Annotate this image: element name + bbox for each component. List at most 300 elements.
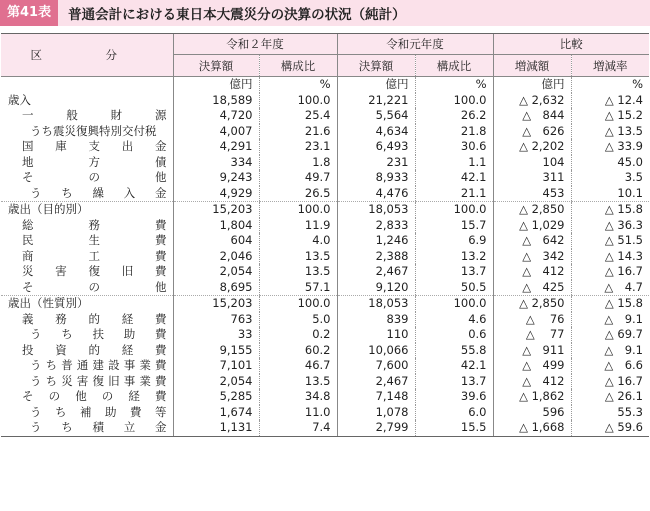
label-char: 金 xyxy=(155,420,167,434)
label-char: 支 xyxy=(88,139,100,153)
value-cell: △ 12.4 xyxy=(571,93,649,109)
row-label-text xyxy=(22,108,167,124)
value-cell: 4,291 xyxy=(173,139,259,155)
value-cell: 39.6 xyxy=(415,389,493,405)
label-char: 一 xyxy=(22,108,34,122)
label-char: 繰 xyxy=(92,185,104,200)
label-char: ち xyxy=(45,373,58,388)
value-cell: 5.0 xyxy=(259,312,337,328)
value-cell: △ 76 xyxy=(493,312,571,328)
value-cell: △ 642 xyxy=(493,233,571,249)
value-cell: △ 26.1 xyxy=(571,389,649,405)
row-label xyxy=(1,405,173,421)
label-char: 普 xyxy=(61,358,73,372)
table-row xyxy=(1,280,649,296)
value-cell: 34.8 xyxy=(259,389,337,405)
label-char: 旧 xyxy=(108,373,120,388)
value-cell: △ 1,029 xyxy=(493,218,571,234)
value-cell: △ 1,668 xyxy=(493,420,571,436)
row-label xyxy=(1,280,173,296)
label-char: う xyxy=(30,420,42,434)
value-cell: 1.1 xyxy=(415,155,493,171)
value-cell: 13.5 xyxy=(259,374,337,390)
label-char: う xyxy=(30,373,42,388)
value-cell: 23.1 xyxy=(259,139,337,155)
value-cell: 6,493 xyxy=(337,139,415,155)
value-cell: 1,078 xyxy=(337,405,415,421)
label-char: 補 xyxy=(80,404,92,419)
label-char: 事 xyxy=(123,373,136,388)
value-cell: △ 15.8 xyxy=(571,296,649,312)
row-label xyxy=(1,139,173,155)
value-cell: 49.7 xyxy=(259,170,337,186)
value-cell: 2,467 xyxy=(337,374,415,390)
row-label-text xyxy=(22,233,167,249)
unit-cell: % xyxy=(571,77,649,93)
label-char: 他 xyxy=(75,389,87,403)
row-label-text: 歳出（目的別） xyxy=(8,202,89,216)
value-cell: 4,720 xyxy=(173,108,259,124)
value-cell: △ 16.7 xyxy=(571,374,649,390)
label-char: 災 xyxy=(61,373,73,388)
label-char: 他 xyxy=(155,170,167,184)
value-cell: 55.3 xyxy=(571,405,649,421)
table-row xyxy=(1,312,649,328)
row-label-text xyxy=(30,374,167,390)
value-cell: 2,054 xyxy=(173,264,259,280)
row-label-text xyxy=(22,264,167,280)
label-char: 経 xyxy=(121,342,134,357)
row-label xyxy=(1,358,173,374)
label-char: 民 xyxy=(22,233,34,247)
label-char: 業 xyxy=(139,358,151,372)
value-cell: 15,203 xyxy=(173,296,259,312)
value-cell: 2,388 xyxy=(337,249,415,265)
value-cell: 13.7 xyxy=(415,374,493,390)
value-cell: △ 14.3 xyxy=(571,249,649,265)
value-cell: 21.1 xyxy=(415,186,493,202)
value-cell: 10,066 xyxy=(337,343,415,359)
table-row xyxy=(1,233,649,249)
label-char: 経 xyxy=(121,311,134,326)
value-cell: 5,564 xyxy=(337,108,415,124)
label-char: 源 xyxy=(154,108,167,122)
unit-cell: 億円 xyxy=(493,77,571,93)
value-cell: 763 xyxy=(173,312,259,328)
value-cell: △ 51.5 xyxy=(571,233,649,249)
row-label xyxy=(1,264,173,280)
label-char: 復 xyxy=(88,264,100,278)
value-cell: △ 412 xyxy=(493,374,571,390)
value-cell: 21.8 xyxy=(415,124,493,140)
value-cell: 0.2 xyxy=(259,327,337,343)
value-cell: 10.1 xyxy=(571,186,649,202)
value-cell: 15,203 xyxy=(173,202,259,218)
row-label-text xyxy=(22,155,167,171)
label-char: 経 xyxy=(128,389,140,403)
value-cell: 7,600 xyxy=(337,358,415,374)
label-char: そ xyxy=(22,170,34,184)
label-char: 費 xyxy=(155,311,167,326)
value-cell: 8,695 xyxy=(173,280,259,296)
row-label xyxy=(1,155,173,171)
label-char: 投 xyxy=(22,342,34,357)
label-char: そ xyxy=(22,389,34,403)
label-char: 義 xyxy=(22,311,34,326)
value-cell: 46.7 xyxy=(259,358,337,374)
value-cell: △ 4.7 xyxy=(571,280,649,296)
value-cell: △ 2,202 xyxy=(493,139,571,155)
label-char: 国 xyxy=(22,139,34,153)
label-char: 地 xyxy=(22,154,34,169)
label-char: 事 xyxy=(123,358,136,372)
row-label-text xyxy=(22,218,167,234)
row-label-text: うち震災復興特別交付税 xyxy=(30,123,157,138)
value-cell: 604 xyxy=(173,233,259,249)
unit-row xyxy=(1,77,649,93)
label-char: 復 xyxy=(92,373,104,388)
row-label xyxy=(1,420,173,436)
value-cell: 30.6 xyxy=(415,139,493,155)
value-cell: △ 15.8 xyxy=(571,202,649,218)
label-char: う xyxy=(30,404,42,419)
label-char: 費 xyxy=(155,358,167,372)
value-cell: 2,046 xyxy=(173,249,259,265)
label-char: 費 xyxy=(155,217,167,232)
value-cell: △ 33.9 xyxy=(571,139,649,155)
value-cell: 8,933 xyxy=(337,170,415,186)
label-char: 的 xyxy=(88,311,100,326)
header-amount-r1: 決算額 xyxy=(337,55,415,77)
row-label-text xyxy=(30,405,167,421)
label-char: 庫 xyxy=(55,139,67,153)
header-change-rate: 増減率 xyxy=(571,55,649,77)
value-cell: 596 xyxy=(493,405,571,421)
row-label xyxy=(1,170,173,186)
value-cell: 0.6 xyxy=(415,327,493,343)
value-cell: 9,120 xyxy=(337,280,415,296)
table-row xyxy=(1,124,649,140)
label-char: そ xyxy=(22,279,34,294)
header-group-r1: 令和元年度 xyxy=(337,34,493,55)
table-row xyxy=(1,264,649,280)
value-cell: 11.9 xyxy=(259,218,337,234)
table-row xyxy=(1,218,649,234)
header-kubun: 区 分 xyxy=(1,34,173,77)
row-label xyxy=(1,218,173,234)
value-cell: 57.1 xyxy=(259,280,337,296)
value-cell: 13.2 xyxy=(415,249,493,265)
label-char: 扶 xyxy=(92,327,104,341)
table-row xyxy=(1,155,649,171)
value-cell: 21.6 xyxy=(259,124,337,140)
label-char: 通 xyxy=(76,358,89,372)
row-label xyxy=(1,124,173,140)
value-cell: 100.0 xyxy=(259,296,337,312)
label-char: の xyxy=(101,389,114,403)
header-change-amount: 増減額 xyxy=(493,55,571,77)
table-number-label: 第41表 xyxy=(0,0,58,26)
value-cell: 9,155 xyxy=(173,343,259,359)
value-cell: 1,246 xyxy=(337,233,415,249)
value-cell: △ 911 xyxy=(493,343,571,359)
label-char: 務 xyxy=(55,311,67,326)
value-cell: 1,674 xyxy=(173,405,259,421)
label-char: ち xyxy=(55,404,67,419)
value-cell: 11.0 xyxy=(259,405,337,421)
label-char: 総 xyxy=(22,217,34,232)
value-cell: 7,148 xyxy=(337,389,415,405)
label-char: の xyxy=(48,389,61,403)
label-char: の xyxy=(88,279,100,294)
value-cell: △ 36.3 xyxy=(571,218,649,234)
row-label xyxy=(1,233,173,249)
unit-cell: 億円 xyxy=(173,77,259,93)
table-row xyxy=(1,249,649,265)
label-char: 的 xyxy=(88,342,100,357)
value-cell: 26.5 xyxy=(259,186,337,202)
value-cell: 1.8 xyxy=(259,155,337,171)
header-group-comparison: 比較 xyxy=(493,34,649,55)
value-cell: 2,799 xyxy=(337,420,415,436)
value-cell: △ 1,862 xyxy=(493,389,571,405)
table-title-bar xyxy=(0,0,650,26)
value-cell: 1,131 xyxy=(173,420,259,436)
value-cell: 7.4 xyxy=(259,420,337,436)
value-cell: △ 6.6 xyxy=(571,358,649,374)
row-label-text xyxy=(30,186,167,202)
row-label-text xyxy=(30,358,167,374)
row-label-text xyxy=(30,327,167,343)
row-label-text: 歳入 xyxy=(8,92,31,107)
value-cell: 13.5 xyxy=(259,249,337,265)
row-label-text xyxy=(22,280,167,296)
label-char: 建 xyxy=(92,358,104,372)
label-char: 積 xyxy=(92,420,104,434)
value-cell: 5,285 xyxy=(173,389,259,405)
value-cell: △ 425 xyxy=(493,280,571,296)
label-char: 債 xyxy=(155,154,167,169)
row-label xyxy=(1,343,173,359)
value-cell: 334 xyxy=(173,155,259,171)
value-cell: 100.0 xyxy=(259,93,337,109)
value-cell: 4,476 xyxy=(337,186,415,202)
row-label xyxy=(1,249,173,265)
value-cell: 42.1 xyxy=(415,358,493,374)
value-cell: △ 59.6 xyxy=(571,420,649,436)
unit-cell: % xyxy=(415,77,493,93)
row-label xyxy=(1,312,173,328)
value-cell: 104 xyxy=(493,155,571,171)
unit-cell: 億円 xyxy=(337,77,415,93)
label-char: 等 xyxy=(155,404,167,419)
table-row xyxy=(1,108,649,124)
table-row xyxy=(1,202,649,218)
value-cell: 55.8 xyxy=(415,343,493,359)
header-ratio-r1: 構成比 xyxy=(415,55,493,77)
label-char: 商 xyxy=(22,248,34,263)
value-cell: 100.0 xyxy=(415,202,493,218)
label-char: 害 xyxy=(76,373,89,388)
table-row xyxy=(1,374,649,390)
table-row xyxy=(1,343,649,359)
label-char: ち xyxy=(61,327,73,341)
value-cell: 45.0 xyxy=(571,155,649,171)
value-cell: 2,467 xyxy=(337,264,415,280)
value-cell: 50.5 xyxy=(415,280,493,296)
value-cell: 9,243 xyxy=(173,170,259,186)
value-cell: △ 2,850 xyxy=(493,202,571,218)
table-row xyxy=(1,170,649,186)
value-cell: 100.0 xyxy=(415,296,493,312)
value-cell: △ 16.7 xyxy=(571,264,649,280)
row-label xyxy=(1,374,173,390)
label-char: 金 xyxy=(155,185,167,200)
value-cell: △ 844 xyxy=(493,108,571,124)
value-cell: △ 9.1 xyxy=(571,343,649,359)
value-cell: 42.1 xyxy=(415,170,493,186)
row-label-text xyxy=(22,249,167,265)
label-char: ち xyxy=(61,185,73,200)
value-cell: 13.7 xyxy=(415,264,493,280)
label-char: 出 xyxy=(121,139,134,153)
value-cell: 18,053 xyxy=(337,202,415,218)
label-char: 立 xyxy=(123,420,136,434)
label-char: ち xyxy=(45,358,58,372)
label-char: う xyxy=(30,327,42,341)
label-char: 助 xyxy=(105,404,117,419)
value-cell: △ 2,632 xyxy=(493,93,571,109)
label-char: 設 xyxy=(108,358,120,372)
label-char: 他 xyxy=(155,279,167,294)
value-cell: △ 342 xyxy=(493,249,571,265)
value-cell: △ 77 xyxy=(493,327,571,343)
header-group-r2: 令和２年度 xyxy=(173,34,337,55)
value-cell: △ 626 xyxy=(493,124,571,140)
row-label-text xyxy=(30,420,167,436)
table-row xyxy=(1,139,649,155)
value-cell: 3.5 xyxy=(571,170,649,186)
value-cell: △ 499 xyxy=(493,358,571,374)
table-row xyxy=(1,405,649,421)
value-cell: △ 15.2 xyxy=(571,108,649,124)
value-cell: 18,053 xyxy=(337,296,415,312)
value-cell: 2,833 xyxy=(337,218,415,234)
row-label xyxy=(1,327,173,343)
label-char: 費 xyxy=(155,373,167,388)
header-amount-r2: 決算額 xyxy=(173,55,259,77)
value-cell: 18,589 xyxy=(173,93,259,109)
label-char: 務 xyxy=(88,217,100,232)
label-char: 助 xyxy=(123,327,136,341)
label-char: 方 xyxy=(88,154,100,169)
row-label xyxy=(1,389,173,405)
label-char: 費 xyxy=(155,327,167,341)
label-char: ち xyxy=(61,420,73,434)
value-cell: 100.0 xyxy=(415,93,493,109)
label-char: 費 xyxy=(155,342,167,357)
value-cell: 33 xyxy=(173,327,259,343)
label-char: 業 xyxy=(139,373,151,388)
value-cell: 4,634 xyxy=(337,124,415,140)
value-cell: △ 2,850 xyxy=(493,296,571,312)
value-cell: 100.0 xyxy=(259,202,337,218)
label-char: 費 xyxy=(155,233,167,247)
header-ratio-r2: 構成比 xyxy=(259,55,337,77)
value-cell: 311 xyxy=(493,170,571,186)
value-cell: △ 9.1 xyxy=(571,312,649,328)
settlement-table xyxy=(1,33,649,437)
value-cell: 25.4 xyxy=(259,108,337,124)
value-cell: 6.0 xyxy=(415,405,493,421)
value-cell: 60.2 xyxy=(259,343,337,359)
value-cell: 4.0 xyxy=(259,233,337,249)
value-cell: 4,007 xyxy=(173,124,259,140)
unit-cell: % xyxy=(259,77,337,93)
label-char: 費 xyxy=(130,404,142,419)
value-cell: 26.2 xyxy=(415,108,493,124)
value-cell: 13.5 xyxy=(259,264,337,280)
table-row xyxy=(1,327,649,343)
row-label-text xyxy=(22,170,167,186)
table-title: 普通会計における東日本大震災分の決算の状況（純計） xyxy=(68,7,406,23)
label-char: う xyxy=(30,185,42,200)
row-label-text xyxy=(22,389,167,405)
row-label xyxy=(1,202,173,218)
row-label-text xyxy=(22,312,167,328)
value-cell: 15.7 xyxy=(415,218,493,234)
table-row xyxy=(1,296,649,312)
table-row xyxy=(1,358,649,374)
value-cell: 453 xyxy=(493,186,571,202)
value-cell: 6.9 xyxy=(415,233,493,249)
row-label xyxy=(1,108,173,124)
label-char: の xyxy=(88,170,100,184)
value-cell: 2,054 xyxy=(173,374,259,390)
value-cell: △ 69.7 xyxy=(571,327,649,343)
row-label xyxy=(1,296,173,312)
table-row xyxy=(1,420,649,436)
value-cell: 4,929 xyxy=(173,186,259,202)
table-row xyxy=(1,186,649,202)
value-cell: 4.6 xyxy=(415,312,493,328)
value-cell: △ 412 xyxy=(493,264,571,280)
row-label xyxy=(1,186,173,202)
label-char: 金 xyxy=(155,139,167,153)
label-char: 害 xyxy=(55,264,67,278)
value-cell: 839 xyxy=(337,312,415,328)
row-label-text xyxy=(22,139,167,155)
value-cell: 110 xyxy=(337,327,415,343)
label-char: 災 xyxy=(22,264,34,278)
value-cell: △ 13.5 xyxy=(571,124,649,140)
label-char: 費 xyxy=(154,389,167,403)
value-cell: 1,804 xyxy=(173,218,259,234)
label-char: 資 xyxy=(55,342,67,357)
value-cell: 7,101 xyxy=(173,358,259,374)
label-char: 費 xyxy=(155,248,167,263)
row-label xyxy=(1,93,173,109)
value-cell: 231 xyxy=(337,155,415,171)
value-cell: 15.5 xyxy=(415,420,493,436)
label-char: 般 xyxy=(66,108,78,122)
label-char: 旧 xyxy=(121,264,134,278)
label-char: 生 xyxy=(88,233,100,247)
row-label-text xyxy=(22,343,167,359)
label-char: 入 xyxy=(123,185,136,200)
row-label-text: 歳出（性質別） xyxy=(8,296,89,310)
table-row xyxy=(1,93,649,109)
